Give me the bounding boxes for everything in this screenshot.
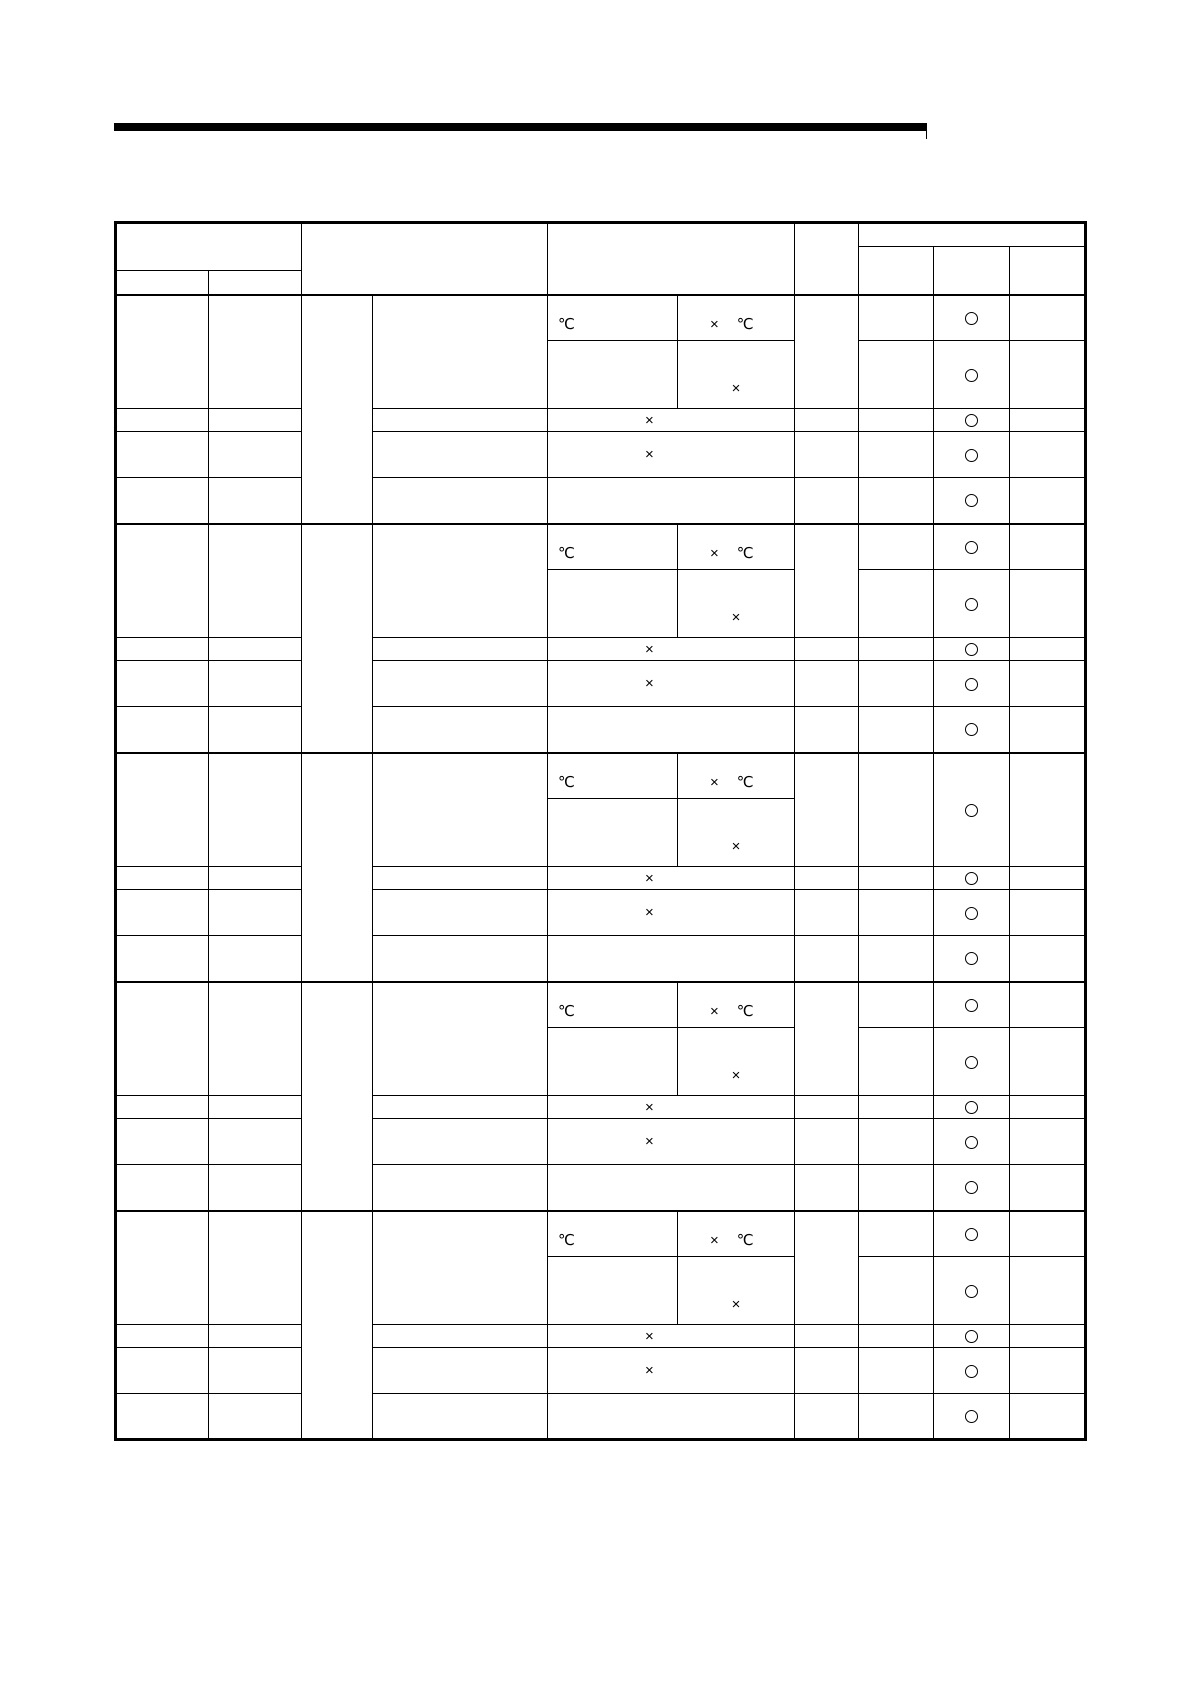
header-applicability-col-2 — [934, 247, 1010, 295]
times-icon: × — [731, 609, 741, 626]
table-row — [116, 1119, 1086, 1165]
circle-icon — [965, 804, 978, 817]
table-row — [116, 1211, 1086, 1257]
circle-icon — [965, 952, 978, 965]
table-row — [116, 1096, 1086, 1119]
circle-icon — [965, 1365, 978, 1378]
header-specification — [548, 223, 795, 295]
times-icon: × — [645, 869, 654, 887]
degree-symbol: ℃ — [558, 1232, 575, 1249]
degree-symbol: ℃ — [736, 545, 754, 562]
circle-icon — [965, 1410, 978, 1423]
header-unit — [795, 223, 859, 295]
table-row — [116, 1325, 1086, 1348]
times-icon: × — [645, 1133, 654, 1150]
circle-icon — [965, 1101, 978, 1114]
circle-icon — [965, 449, 978, 462]
circle-icon — [965, 369, 978, 382]
times-icon: × — [645, 1362, 654, 1379]
times-icon: × — [710, 545, 719, 562]
header-item — [302, 223, 548, 295]
table-row — [116, 295, 1086, 341]
circle-icon — [965, 494, 978, 507]
times-icon: × — [710, 1003, 719, 1020]
title-rule-tick — [926, 123, 927, 139]
group-3-label — [302, 753, 373, 982]
circle-icon — [965, 999, 978, 1012]
header-model-group — [116, 223, 302, 271]
table-row — [116, 1165, 1086, 1211]
table-row — [116, 982, 1086, 1028]
circle-icon — [965, 541, 978, 554]
header-applicability-col-1 — [859, 247, 934, 295]
table-row — [116, 409, 1086, 432]
circle-icon — [965, 678, 978, 691]
group-4-label — [302, 982, 373, 1211]
table-row — [116, 867, 1086, 890]
degree-symbol: ℃ — [558, 774, 575, 791]
times-icon: × — [710, 1232, 719, 1249]
circle-icon — [965, 414, 978, 427]
header-applicability-col-3 — [1010, 247, 1086, 295]
degree-symbol: ℃ — [736, 1003, 754, 1020]
times-icon: × — [645, 675, 654, 692]
circle-icon — [965, 872, 978, 885]
degree-symbol: ℃ — [736, 774, 754, 791]
degree-symbol: ℃ — [736, 1232, 754, 1249]
times-icon: × — [731, 380, 741, 397]
table-row — [116, 890, 1086, 936]
header-model-b — [209, 271, 302, 295]
times-icon: × — [731, 1067, 741, 1084]
times-icon: × — [710, 316, 719, 333]
degree-symbol: ℃ — [558, 316, 575, 333]
group-5-label — [302, 1211, 373, 1440]
times-icon: × — [731, 838, 741, 855]
table-row — [116, 753, 1086, 799]
section-title-rule — [114, 123, 926, 131]
table-row — [116, 707, 1086, 753]
times-icon: × — [710, 774, 719, 791]
table-row — [116, 661, 1086, 707]
group-1-label — [302, 295, 373, 524]
table-row — [116, 1394, 1086, 1440]
header-model-a — [116, 271, 209, 295]
times-icon: × — [645, 411, 654, 429]
degree-symbol: ℃ — [558, 545, 575, 562]
table-row — [116, 432, 1086, 478]
table-row — [116, 478, 1086, 524]
table-row — [116, 638, 1086, 661]
circle-icon — [965, 1228, 978, 1241]
group-2-label — [302, 524, 373, 753]
circle-icon — [965, 1136, 978, 1149]
times-icon: × — [645, 640, 654, 658]
circle-icon — [965, 1056, 978, 1069]
circle-icon — [965, 312, 978, 325]
degree-symbol: ℃ — [736, 316, 754, 333]
circle-icon — [965, 1285, 978, 1298]
table-row — [116, 936, 1086, 982]
degree-symbol: ℃ — [558, 1003, 575, 1020]
circle-icon — [965, 1330, 978, 1343]
times-icon: × — [645, 1327, 654, 1345]
table-row — [116, 1348, 1086, 1394]
specification-table — [114, 221, 1087, 1441]
times-icon: × — [645, 446, 654, 463]
header-applicability — [859, 223, 1086, 247]
times-icon: × — [645, 1098, 654, 1116]
times-icon: × — [645, 904, 654, 921]
circle-icon — [965, 598, 978, 611]
circle-icon — [965, 1181, 978, 1194]
circle-icon — [965, 907, 978, 920]
table-row — [116, 524, 1086, 570]
circle-icon — [965, 643, 978, 656]
times-icon: × — [731, 1296, 741, 1313]
circle-icon — [965, 723, 978, 736]
